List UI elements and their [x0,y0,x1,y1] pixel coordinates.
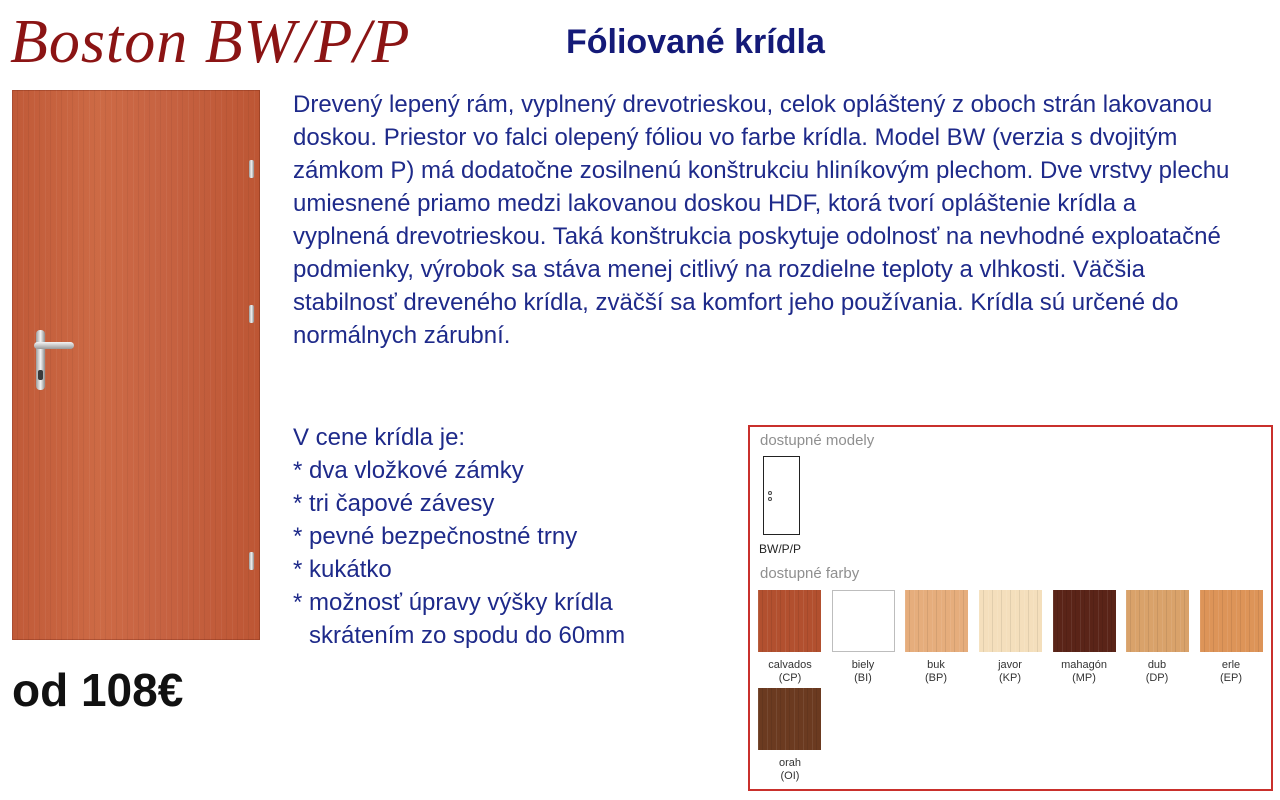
color-label-dub: dub (DP) [1145,659,1169,684]
color-swatch-mahagon[interactable] [1053,590,1116,652]
included-item: * možnosť úpravy výšky krídla [293,589,613,616]
color-swatch-javor[interactable] [979,590,1042,652]
color-label-mahagon: mahagón (MP) [1061,659,1107,684]
included-item: * dva vložkové zámky [293,457,524,484]
color-swatch-calvados[interactable] [758,590,821,652]
color-label-buk: buk (BP) [925,659,947,684]
door-image [12,90,260,640]
door-handle-lever [34,342,74,349]
hinge-bottom [249,552,254,570]
included-features [293,421,733,652]
product-subtitle: Fóliované krídla [566,23,825,61]
color-label-javor: javor (KP) [998,659,1022,684]
product-title: Boston BW/P/P [10,8,411,76]
included-list [293,454,733,619]
included-heading: V cene krídla je: [293,424,466,451]
included-note: skrátením zo spodu do 60mm [309,622,626,649]
included-item: * kukátko [293,556,392,583]
color-swatch-dub[interactable] [1126,590,1189,652]
hinge-top [249,160,254,178]
color-swatch-buk[interactable] [905,590,968,652]
model-thumbnail[interactable] [763,456,800,535]
color-swatch-biely[interactable] [832,590,895,652]
hinge-middle [249,305,254,323]
color-swatch-orah[interactable] [758,688,821,750]
lock-dot-icon [768,497,772,501]
door-handle-plate [36,330,45,390]
models-heading: dostupné modely [760,432,875,449]
lock-dot-icon [768,491,772,495]
color-label-calvados: calvados (CP) [768,659,812,684]
color-swatch-erle[interactable] [1200,590,1263,652]
product-description: Drevený lepený rám, vyplnený drevotrieskou, celok opláštený z oboch strán lakovanou doskou. Priestor vo falci olepený fóliou vo farbe krídla. Model BW (verzia s dvojitým zámkom P) má dodatočne zosilnenú konštrukciu hliníkovým plechom. Dve vrstvy plechu umiesnené priamo medzi lakovanou doskou HDF, ktorá tvorí opláštenie krídla a vyplnená drevotrieskou. Taká konštrukcia poskytuje odolnosť na nevhodné exploatačné podmienky, výrobok sa stáva menej citlivý na rozdielne teploty a vlhkosti. Väčšia stabilnosť dreveného krídla, zväčší sa komfort jeho používania. Krídla sú určené do normálnych zárubní. [293,91,1230,349]
color-label-erle: erle (EP) [1220,659,1242,684]
availability-panel [748,425,1273,791]
included-item: * tri čapové závesy [293,490,495,517]
color-label-orah: orah (OI) [778,757,802,782]
price: od 108€ [12,664,184,716]
model-name: BW/P/P [759,542,802,556]
color-label-biely: biely (BI) [851,659,875,684]
colors-heading: dostupné farby [760,565,860,582]
included-item: * pevné bezpečnostné trny [293,523,578,550]
door-keyhole [38,370,43,380]
